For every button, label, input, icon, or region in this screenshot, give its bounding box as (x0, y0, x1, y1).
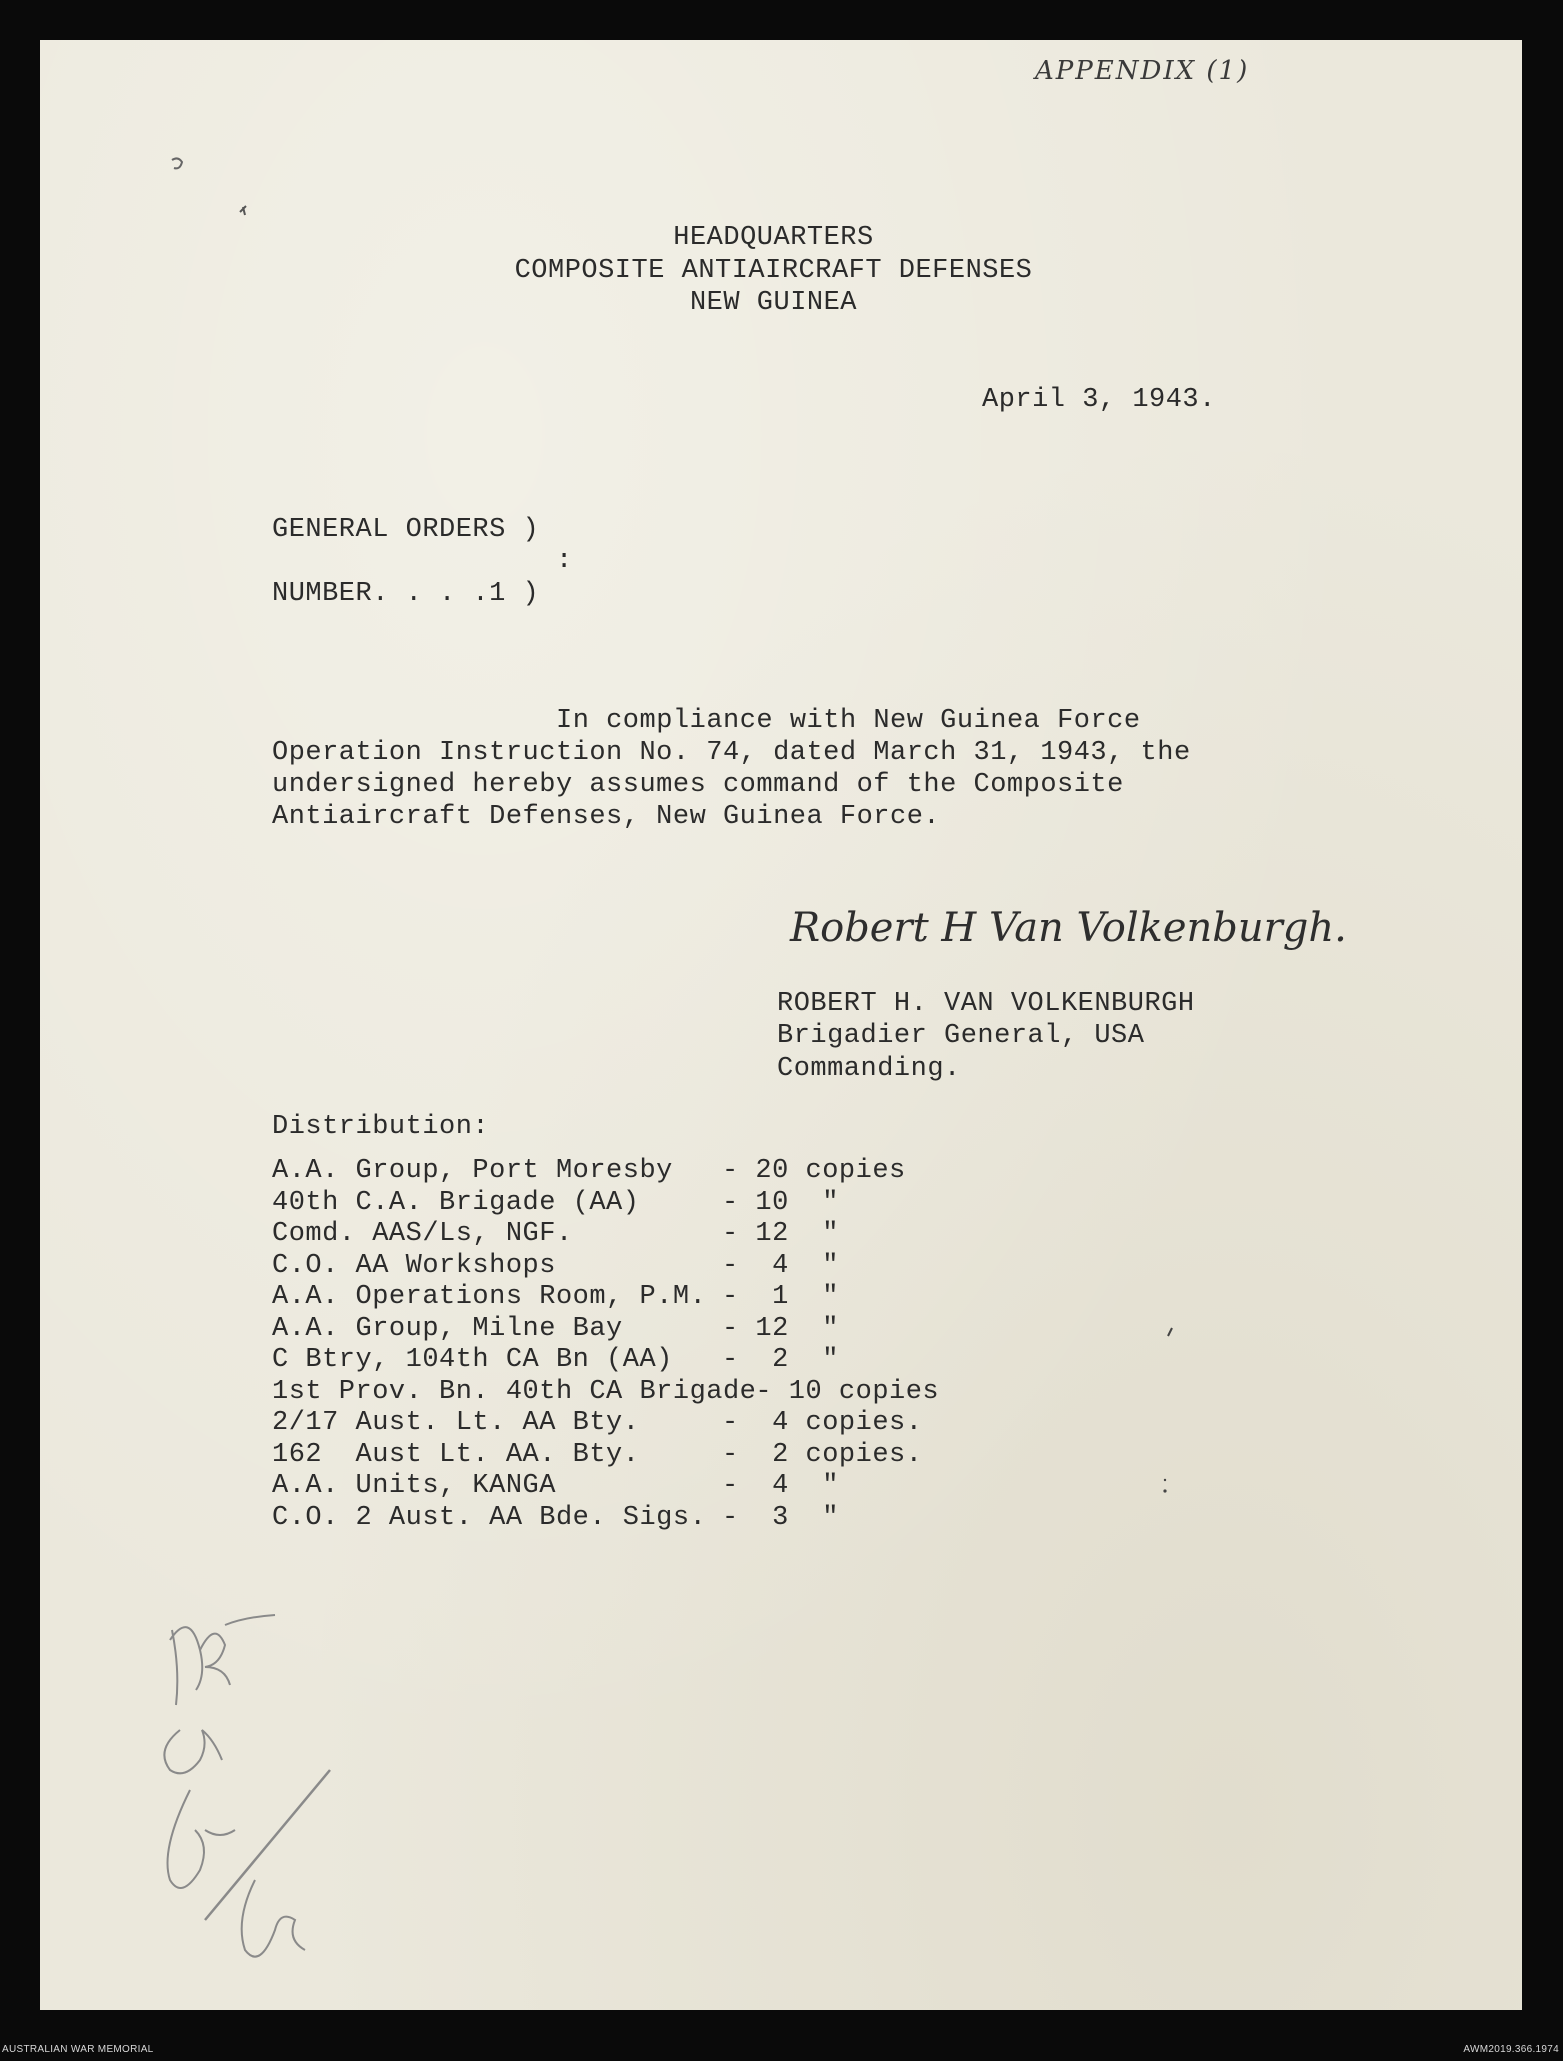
signatory-rank: Brigadier General, USA (777, 1021, 1145, 1051)
general-orders-label: GENERAL ORDERS ) (272, 515, 540, 545)
distribution-unit: 1st Prov. Bn. 40th CA Brigade (272, 1376, 757, 1407)
distribution-copies: - 12 " (722, 1313, 839, 1344)
distribution-unit: 2/17 Aust. Lt. AA Bty. (272, 1408, 640, 1438)
body-line-1: In compliance with New Guinea Force (556, 706, 1141, 736)
distribution-copies: - 10 " (722, 1187, 839, 1218)
distribution-copies: - 4 " (722, 1471, 839, 1501)
distribution-copies: - 3 " (722, 1502, 839, 1533)
footer-reference: AWM2019.366.1974 (1463, 2044, 1559, 2055)
distribution-unit: C.O. AA Workshops (272, 1250, 556, 1281)
orders-colon: : (556, 546, 573, 576)
header-line-3: NEW GUINEA (689, 288, 858, 318)
distribution-copies: - 4 copies. (722, 1408, 923, 1438)
body-line-3: undersigned hereby assumes command of the Composite (272, 770, 1124, 800)
header-line-2: COMPOSITE ANTIAIRCRAFT DEFENSES (514, 256, 1033, 286)
appendix-annotation: APPENDIX (1) (1035, 56, 1250, 86)
distribution-unit: C.O. 2 Aust. AA Bde. Sigs. (272, 1502, 707, 1533)
document-date: April 3, 1943. (982, 385, 1216, 415)
distribution-unit: A.A. Group, Port Moresby (272, 1156, 673, 1186)
signatory-role: Commanding. (777, 1054, 961, 1084)
distribution-unit: 162 Aust Lt. AA. Bty. (272, 1439, 640, 1470)
order-number: NUMBER. . . .1 ) (272, 579, 540, 609)
distribution-unit: A.A. Group, Milne Bay (272, 1313, 623, 1344)
distribution-copies: - 1 " (722, 1282, 839, 1312)
footer-archive-name: AUSTRALIAN WAR MEMORIAL (2, 2044, 154, 2055)
distribution-copies: - 4 " (722, 1250, 839, 1281)
distribution-copies: - 10 copies (722, 1376, 940, 1407)
distribution-unit: A.A. Operations Room, P.M. (272, 1282, 707, 1312)
body-line-4: Antiaircraft Defenses, New Guinea Force. (272, 802, 941, 832)
distribution-heading: Distribution: (272, 1112, 490, 1142)
distribution-copies: - 12 " (722, 1219, 839, 1249)
distribution-copies: - 20 copies (722, 1156, 906, 1186)
distribution-unit: C Btry, 104th CA Bn (AA) (272, 1345, 673, 1375)
distribution-copies: - 2 copies. (722, 1439, 923, 1470)
distribution-unit: Comd. AAS/Ls, NGF. (272, 1219, 573, 1249)
body-line-2: Operation Instruction No. 74, dated March 31, 1943, the (272, 738, 1191, 768)
signatory-name: ROBERT H. VAN VOLKENBURGH (777, 989, 1195, 1019)
header-line-1: HEADQUARTERS (673, 223, 874, 253)
distribution-copies: - 2 " (722, 1345, 839, 1375)
handwritten-signature: Robert H Van Volkenburgh. (790, 905, 1347, 951)
distribution-unit: A.A. Units, KANGA (272, 1471, 556, 1501)
distribution-unit: 40th C.A. Brigade (AA) (272, 1187, 640, 1218)
